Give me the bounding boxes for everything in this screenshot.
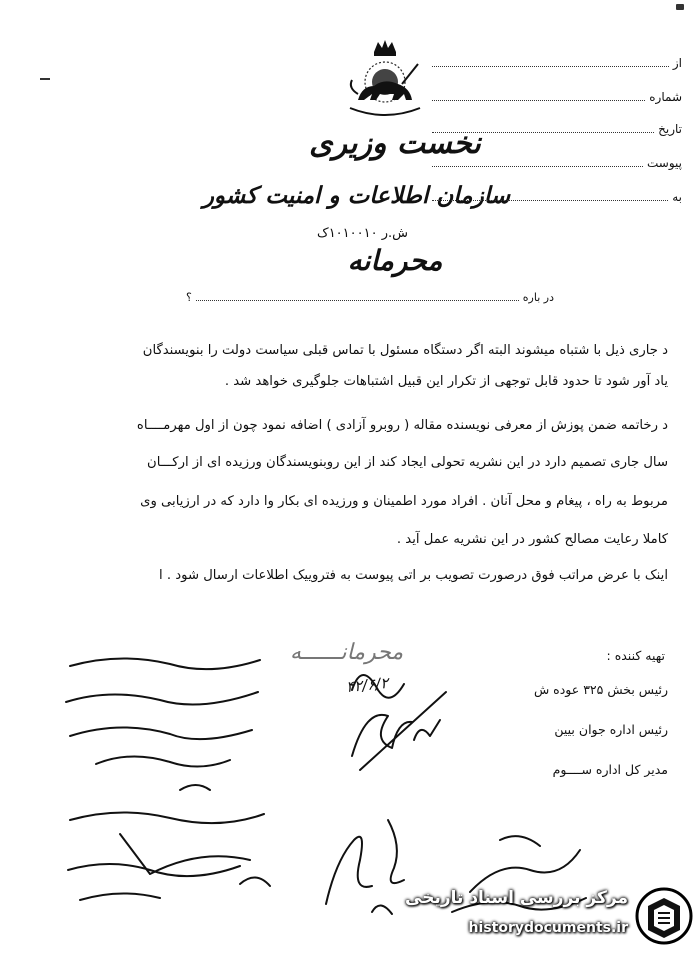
body-line: مربوط به راه ، پیغام و محل آنان . افراد مورد اطمینان و ورزیده ای بکار وا دارد که در ارزیابی وی xyxy=(140,494,668,509)
subject-end-mark: ؟ xyxy=(186,291,192,304)
body-line: سال جاری تصمیم دارد در این نشریه تحولی ایجاد کند از این روبنویسندگان ورزیده ای از ارکـــان xyxy=(147,455,668,470)
watermark-url: historydocuments.ir xyxy=(468,920,628,936)
director-general-line: مدیر کل اداره ســــوم xyxy=(552,762,668,777)
from-dots xyxy=(432,65,669,67)
file-number: ش.ر ۱۰۱۰۰۱۰ک xyxy=(317,226,408,241)
section-chief-line: رئیس بخش ۳۲۵ عوده ش xyxy=(533,682,668,697)
agency-name: سازمان اطلاعات و امنیت کشور xyxy=(202,182,510,209)
handwritten-date: ۴۲/۶/۲ xyxy=(345,673,390,697)
subject-dots xyxy=(196,299,519,301)
body-line: یاد آور شود تا حدود قابل توجهی از تکرار این قبیل اشتباهات جلوگیری خواهد شد . xyxy=(224,374,668,389)
body-line: د رخاتمه ضمن پوزش از معرفی نویسنده مقاله ( روبرو آزادی ) اضافه نمود چون از اول مهرمــــاه xyxy=(136,418,668,433)
to-field xyxy=(432,186,682,204)
date-dots xyxy=(432,131,654,133)
number-field xyxy=(432,86,682,104)
date-label: تاریخ xyxy=(658,122,682,136)
archive-logo-icon xyxy=(634,886,694,946)
lion-and-sun-emblem-icon xyxy=(340,38,430,120)
to-label: به xyxy=(672,190,682,204)
corner-mark xyxy=(676,4,684,10)
number-dots xyxy=(432,99,645,101)
attachment-dots xyxy=(432,165,643,167)
classification-label: محرمانه xyxy=(347,244,443,277)
org-title: نخست وزیری xyxy=(309,126,481,161)
subject-label: در باره xyxy=(522,291,554,304)
body-line: د جاری ذیل با شتباه میشوند البته اگر دستگاه مسئول با تماس قبلی سیاست دولت را بنویسندگان xyxy=(142,343,668,358)
date-field xyxy=(432,118,682,136)
prepared-by-label: تهیه کننده : xyxy=(606,648,665,663)
attachment-label: پیوست xyxy=(647,156,682,170)
archive-watermark xyxy=(405,884,694,954)
from-label: از xyxy=(672,56,682,70)
subject-field xyxy=(184,288,554,304)
number-label: شماره xyxy=(649,90,682,104)
margin-tick xyxy=(40,78,50,80)
to-dots xyxy=(432,199,668,201)
body-line: اینک با عرض مراتب فوق درصورت تصویب بر اتی پیوست به فتروییک اطلاعات ارسال شود . ا xyxy=(159,568,668,583)
from-field xyxy=(432,52,682,70)
watermark-title: مرکز بررسی اسناد تاریخی xyxy=(405,888,628,908)
office-chief-line: رئیس اداره جوان بیین xyxy=(554,722,668,737)
body-line: کاملا رعایت مصالح کشور در این نشریه عمل آید . xyxy=(396,532,668,547)
attachment-field xyxy=(432,152,682,170)
confidential-stamp: محرمانــــــه xyxy=(290,640,404,665)
